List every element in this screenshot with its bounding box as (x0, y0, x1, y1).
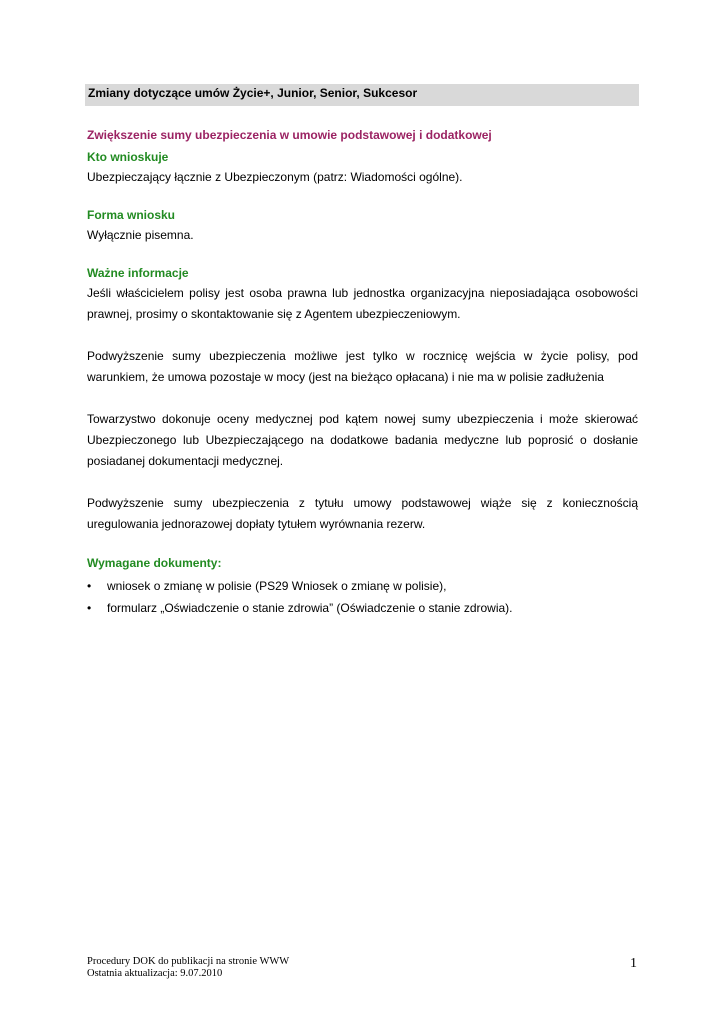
list-item (87, 575, 638, 597)
kto-wnioskuje-text: Ubezpieczający łącznie z Ubezpieczonym (patrz: Wiadomości ogólne). (87, 170, 463, 184)
bullet-icon: • (87, 579, 92, 593)
document-title: Zmiany dotyczące umów Życie+, Junior, Senior, Sukcesor (88, 86, 418, 100)
page-footer (87, 956, 289, 980)
list-item-text: wniosek o zmianę w polisie (PS29 Wniosek o zmianę w polisie), (107, 579, 447, 593)
bullet-icon: • (87, 601, 92, 615)
forma-wniosku-text: Wyłącznie pisemna. (87, 228, 194, 242)
footer-line-2: Ostatnia aktualizacja: 9.07.2010 (87, 968, 223, 979)
wazne-paragraph-4: Podwyższenie sumy ubezpieczenia z tytułu umowy podstawowej wiąże się z koniecznością uregulowania jednorazowej dopłaty tytułem wyrównania rezerw. (87, 496, 638, 531)
kto-wnioskuje-heading: Kto wnioskuje (87, 150, 169, 164)
list-item-text: formularz „Oświadczenie o stanie zdrowia” (Oświadczenie o stanie zdrowia). (107, 601, 513, 615)
section-heading: Zwiększenie sumy ubezpieczenia w umowie podstawowej i dodatkowej (87, 128, 492, 142)
wazne-paragraph-2: Podwyższenie sumy ubezpieczenia możliwe jest tylko w rocznicę wejścia w życie polisy, pod warunkiem, że umowa pozostaje w mocy (jest na bieżąco opłacana) i nie ma w polisie zadłużenia (87, 349, 638, 384)
required-documents-list (87, 575, 638, 619)
document-body (87, 128, 638, 619)
wazne-paragraph-3: Towarzystwo dokonuje oceny medycznej pod kątem nowej sumy ubezpieczenia i może skierować Ubezpieczonego lub Ubezpieczającego na dodatkowe badania medyczne lub poprosić o dosłanie posiadanej dokumentacji medycznej. (87, 412, 638, 468)
wazne-informacje-heading: Ważne informacje (87, 266, 189, 280)
wazne-paragraph-1: Jeśli właścicielem polisy jest osoba prawna lub jednostka organizacyjna nieposiadająca osobowości prawnej, prosimy o skontaktowanie się z Agentem ubezpieczeniowym. (87, 286, 638, 321)
page-number: 1 (630, 956, 637, 971)
title-bar (85, 84, 639, 106)
wymagane-dokumenty-heading: Wymagane dokumenty: (87, 556, 222, 570)
footer-line-1: Procedury DOK do publikacji na stronie WWW (87, 956, 290, 967)
forma-wniosku-heading: Forma wniosku (87, 208, 176, 222)
list-item (87, 597, 638, 619)
